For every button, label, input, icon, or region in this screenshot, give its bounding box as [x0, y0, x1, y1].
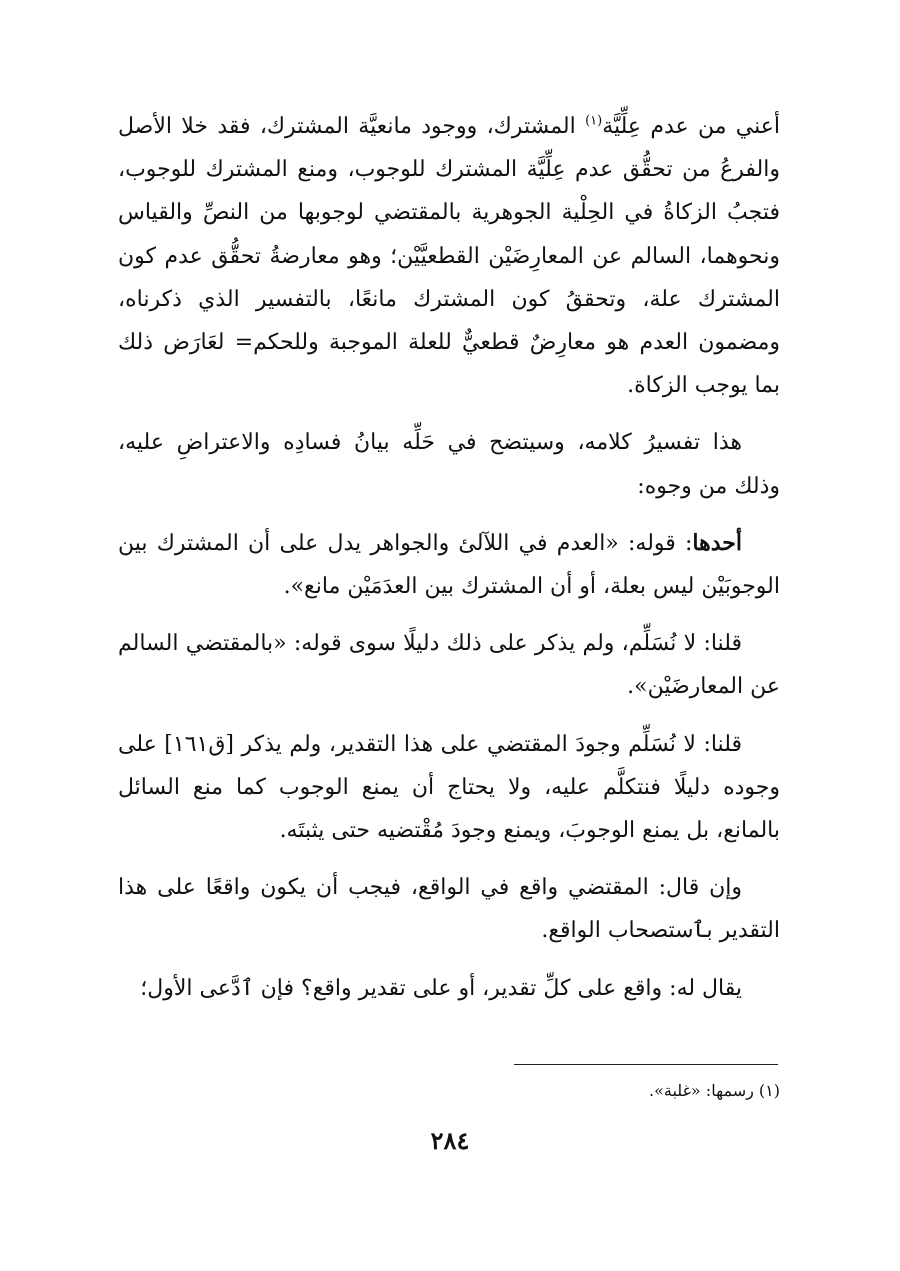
paragraph-6: وإن قال: المقتضي واقع في الواقع، فيجب أن يكون واقعًا على هذا التقدير بٱستصحاب الواقع.: [118, 875, 780, 944]
paragraph-1: [118, 105, 780, 407]
page-number: ٢٨٤: [430, 1126, 470, 1155]
main-text: [118, 105, 780, 1024]
paragraph-1-rest: المشترك، ووجود مانعيَّة المشترك، فقد خلا الأصل والفرعُ من تحقُّق عدم عِلِّيَّة المشترك للوجوب، ومنع المشترك للوجوب، فتجبُ الزكاةُ في الحِلْية الجوهرية بالمقتضي لوجوبها من النصِّ والقياس ونحوهما، السالم عن المعارِضَيْن القطعيَّيْن؛ وهو معارضةُ تحقُّق عدم كون المشترك علة، وتحققُ كون المشترك مانعًا، بالتفسير الذي ذكرناه، ومضمون العدم هو معارِضٌ قطعيٌّ للعلة الموجبة وللحكم= لعَارَض ذلك بما يوجب الزكاة.: [118, 114, 780, 399]
paragraph-5: قلنا: لا نُسَلِّم وجودَ المقتضي على هذا التقدير، ولم يذكر [ق١٦١] على وجوده دليلًا فنتكلَّم عليه، ولا يحتاج أن يمنع الوجوب كما منع السائل بالمانع، بل يمنع الوجوبَ، ويمنع وجودَ مُقْتضيه حتى يثبتَه.: [118, 731, 780, 844]
paragraph-3-lead: أحدها: [692, 529, 742, 556]
paragraph-7: يقال له: واقع على كلِّ تقدير، أو على تقدير واقع؟ فإن ٱدَّعى الأول؛: [140, 975, 742, 1001]
footnote-reference: (١): [585, 113, 603, 129]
paragraph-4: قلنا: لا نُسَلِّم، ولم يذكر على ذلك دليلًا سوى قوله: «بالمقتضي السالم عن المعارضَيْن».: [118, 631, 780, 700]
paragraph-3: [118, 522, 780, 608]
footnote-divider: [514, 1064, 778, 1065]
paragraph-1-start: أعني من عدم عِلِّيَّة: [602, 114, 780, 139]
paragraph-3-text: : قوله: «العدم في اللآلئ والجواهر يدل على أن المشترك بين الوجوبَيْن ليس بعلة، أو أن المشترك بين العدَمَيْن مانع».: [118, 530, 780, 600]
paragraph-2: هذا تفسيرُ كلامه، وسيتضح في حَلِّه بيانُ فسادِه والاعتراضِ عليه، وذلك من وجوه:: [118, 430, 780, 499]
footnote: (١) رسمها: «غلبة».: [648, 1081, 780, 1100]
